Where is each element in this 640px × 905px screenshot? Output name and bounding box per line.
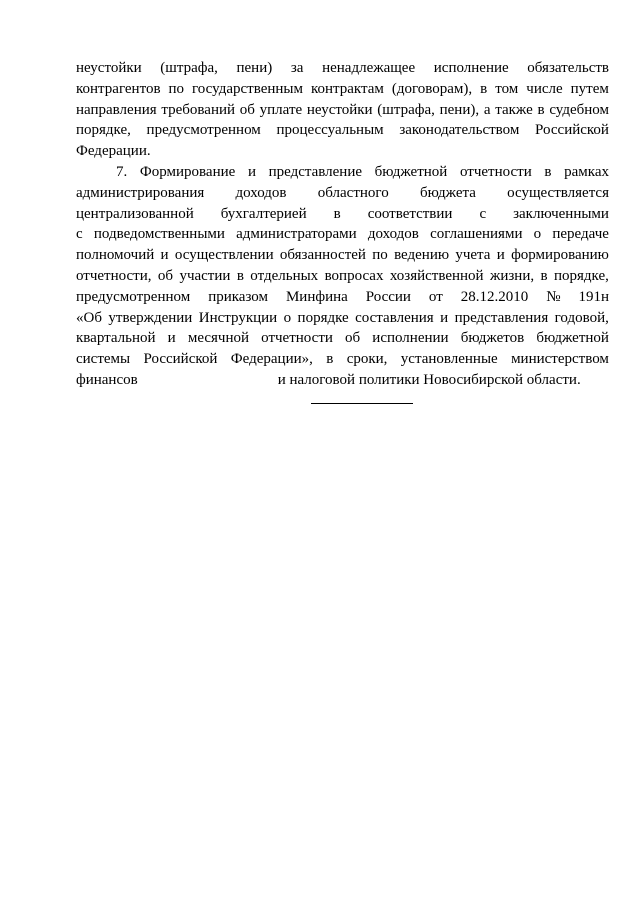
- text-line: [76, 162, 609, 183]
- word: осуществлении: [174, 247, 274, 264]
- word: квартальной: [76, 330, 156, 347]
- word: формированию: [511, 247, 609, 264]
- word: бюджетной: [536, 330, 609, 347]
- word: Федерации»,: [230, 351, 313, 368]
- word: Минфина: [285, 288, 348, 305]
- word: в: [326, 351, 334, 368]
- word: участии: [179, 267, 231, 284]
- word: порядке,: [553, 267, 609, 284]
- word: законодательством: [399, 122, 520, 139]
- word: администрирования: [76, 184, 205, 201]
- word: отчетности: [261, 330, 333, 347]
- word: рамках: [564, 163, 609, 180]
- word: и: [496, 247, 505, 264]
- word: контрактам: [310, 80, 384, 97]
- word: Российской: [535, 122, 609, 139]
- word: также: [495, 101, 533, 118]
- word: процессуальным: [276, 122, 384, 139]
- word: учета: [455, 247, 491, 264]
- word: администраторами: [236, 226, 357, 243]
- word: исполнение: [433, 60, 509, 76]
- word: от: [428, 288, 443, 305]
- word: доходов: [367, 226, 419, 243]
- word: установленные: [400, 351, 498, 368]
- word: о: [283, 309, 292, 326]
- word: об: [239, 101, 255, 118]
- word: обязанностей: [279, 247, 366, 264]
- word: об: [345, 330, 361, 347]
- word: в: [333, 205, 341, 222]
- word: передаче: [552, 226, 609, 243]
- word: подведомственными: [93, 226, 225, 243]
- word: об: [157, 267, 174, 284]
- word: с: [479, 205, 487, 222]
- word: министерством: [511, 351, 609, 368]
- word: отдельных: [250, 267, 319, 284]
- word: а: [483, 101, 491, 118]
- word: в: [537, 101, 545, 118]
- word: №: [546, 288, 561, 305]
- word: предусмотренном: [146, 122, 261, 139]
- word: сроки,: [346, 351, 388, 368]
- text-line: [76, 79, 609, 100]
- word: осуществляется: [507, 184, 609, 201]
- word: и: [440, 309, 449, 326]
- text-line: [76, 349, 609, 370]
- word: централизованной: [76, 205, 194, 222]
- word: обязательств: [527, 60, 609, 76]
- word: по: [372, 247, 388, 264]
- word: приказом: [208, 288, 269, 305]
- word: направления: [76, 101, 157, 118]
- text-line: [76, 245, 609, 266]
- word: годовой,: [554, 309, 609, 326]
- word: областного: [317, 184, 389, 201]
- word: России: [365, 288, 411, 305]
- text-line: [76, 266, 609, 287]
- word: исполнении: [372, 330, 449, 347]
- word: полномочий: [76, 247, 155, 264]
- word: с: [76, 226, 83, 243]
- word: неустойки: [76, 60, 142, 76]
- word: ведению: [394, 247, 450, 264]
- text-line: [76, 287, 609, 308]
- word: месячной: [187, 330, 250, 347]
- word: бюджетов: [460, 330, 525, 347]
- word: отчетности,: [76, 267, 152, 284]
- word: и: [167, 330, 176, 347]
- word: хозяйственной: [389, 267, 484, 284]
- word: утверждении: [108, 309, 193, 326]
- word: (штрафа,: [160, 60, 218, 76]
- word: контрагентов: [76, 80, 161, 97]
- word: составления: [355, 309, 434, 326]
- word: представления: [454, 309, 549, 326]
- word: числе: [526, 80, 563, 97]
- word: Российской: [143, 351, 218, 368]
- document-text: [76, 58, 609, 391]
- word: неустойки: [306, 101, 373, 118]
- word: ненадлежащее: [322, 60, 416, 76]
- word: по: [168, 80, 185, 97]
- separator-line: [311, 403, 413, 404]
- word: заключенными: [513, 205, 609, 222]
- text-line: [76, 58, 609, 79]
- word: Формирование: [139, 163, 236, 180]
- word: о: [533, 226, 542, 243]
- word: системы: [76, 351, 131, 368]
- word: и: [247, 163, 256, 180]
- word: порядке,: [76, 122, 131, 139]
- text-line: [76, 370, 609, 391]
- word: «Об: [76, 309, 102, 326]
- word: доходов: [235, 184, 287, 201]
- word: 7.: [116, 163, 128, 180]
- word: 28.12.2010: [460, 288, 529, 305]
- word: том: [495, 80, 519, 97]
- word: предусмотренном: [76, 288, 191, 305]
- word: жизни,: [489, 267, 535, 284]
- text-line: Федерации.: [76, 143, 151, 160]
- word: в: [480, 80, 488, 97]
- word: представление: [268, 163, 363, 180]
- word: государственным: [192, 80, 303, 97]
- word: в: [236, 267, 244, 284]
- text-line: [76, 120, 609, 141]
- text-line: [76, 204, 609, 225]
- word: пени),: [439, 101, 480, 118]
- word: отчетности: [459, 163, 532, 180]
- word: пени): [236, 60, 273, 76]
- word: бюджета: [419, 184, 476, 201]
- word: Инструкции: [198, 309, 278, 326]
- word: бухгалтерией: [220, 205, 307, 222]
- line-fragment: и налоговой политики Новосибирской области.: [277, 371, 581, 388]
- word: требований: [161, 101, 236, 118]
- word: порядке: [297, 309, 349, 326]
- word: за: [290, 60, 304, 76]
- text-line: [76, 224, 609, 245]
- word: уплате: [259, 101, 303, 118]
- word: в: [544, 163, 552, 180]
- word: бюджетной: [374, 163, 448, 180]
- word: (штрафа,: [377, 101, 435, 118]
- text-line: [76, 328, 609, 349]
- text-line: [76, 308, 609, 329]
- word: соглашениями: [430, 226, 523, 243]
- word: в: [540, 267, 548, 284]
- word: 191н: [578, 288, 609, 305]
- word: вопросах: [324, 267, 384, 284]
- line-fragment: финансов: [76, 371, 138, 388]
- text-line: [76, 100, 609, 121]
- word: судебном: [549, 101, 609, 118]
- text-line: [76, 183, 609, 204]
- word: и: [160, 247, 169, 264]
- word: путем: [570, 80, 609, 97]
- word: соответствии: [367, 205, 453, 222]
- word: (договорам),: [391, 80, 473, 97]
